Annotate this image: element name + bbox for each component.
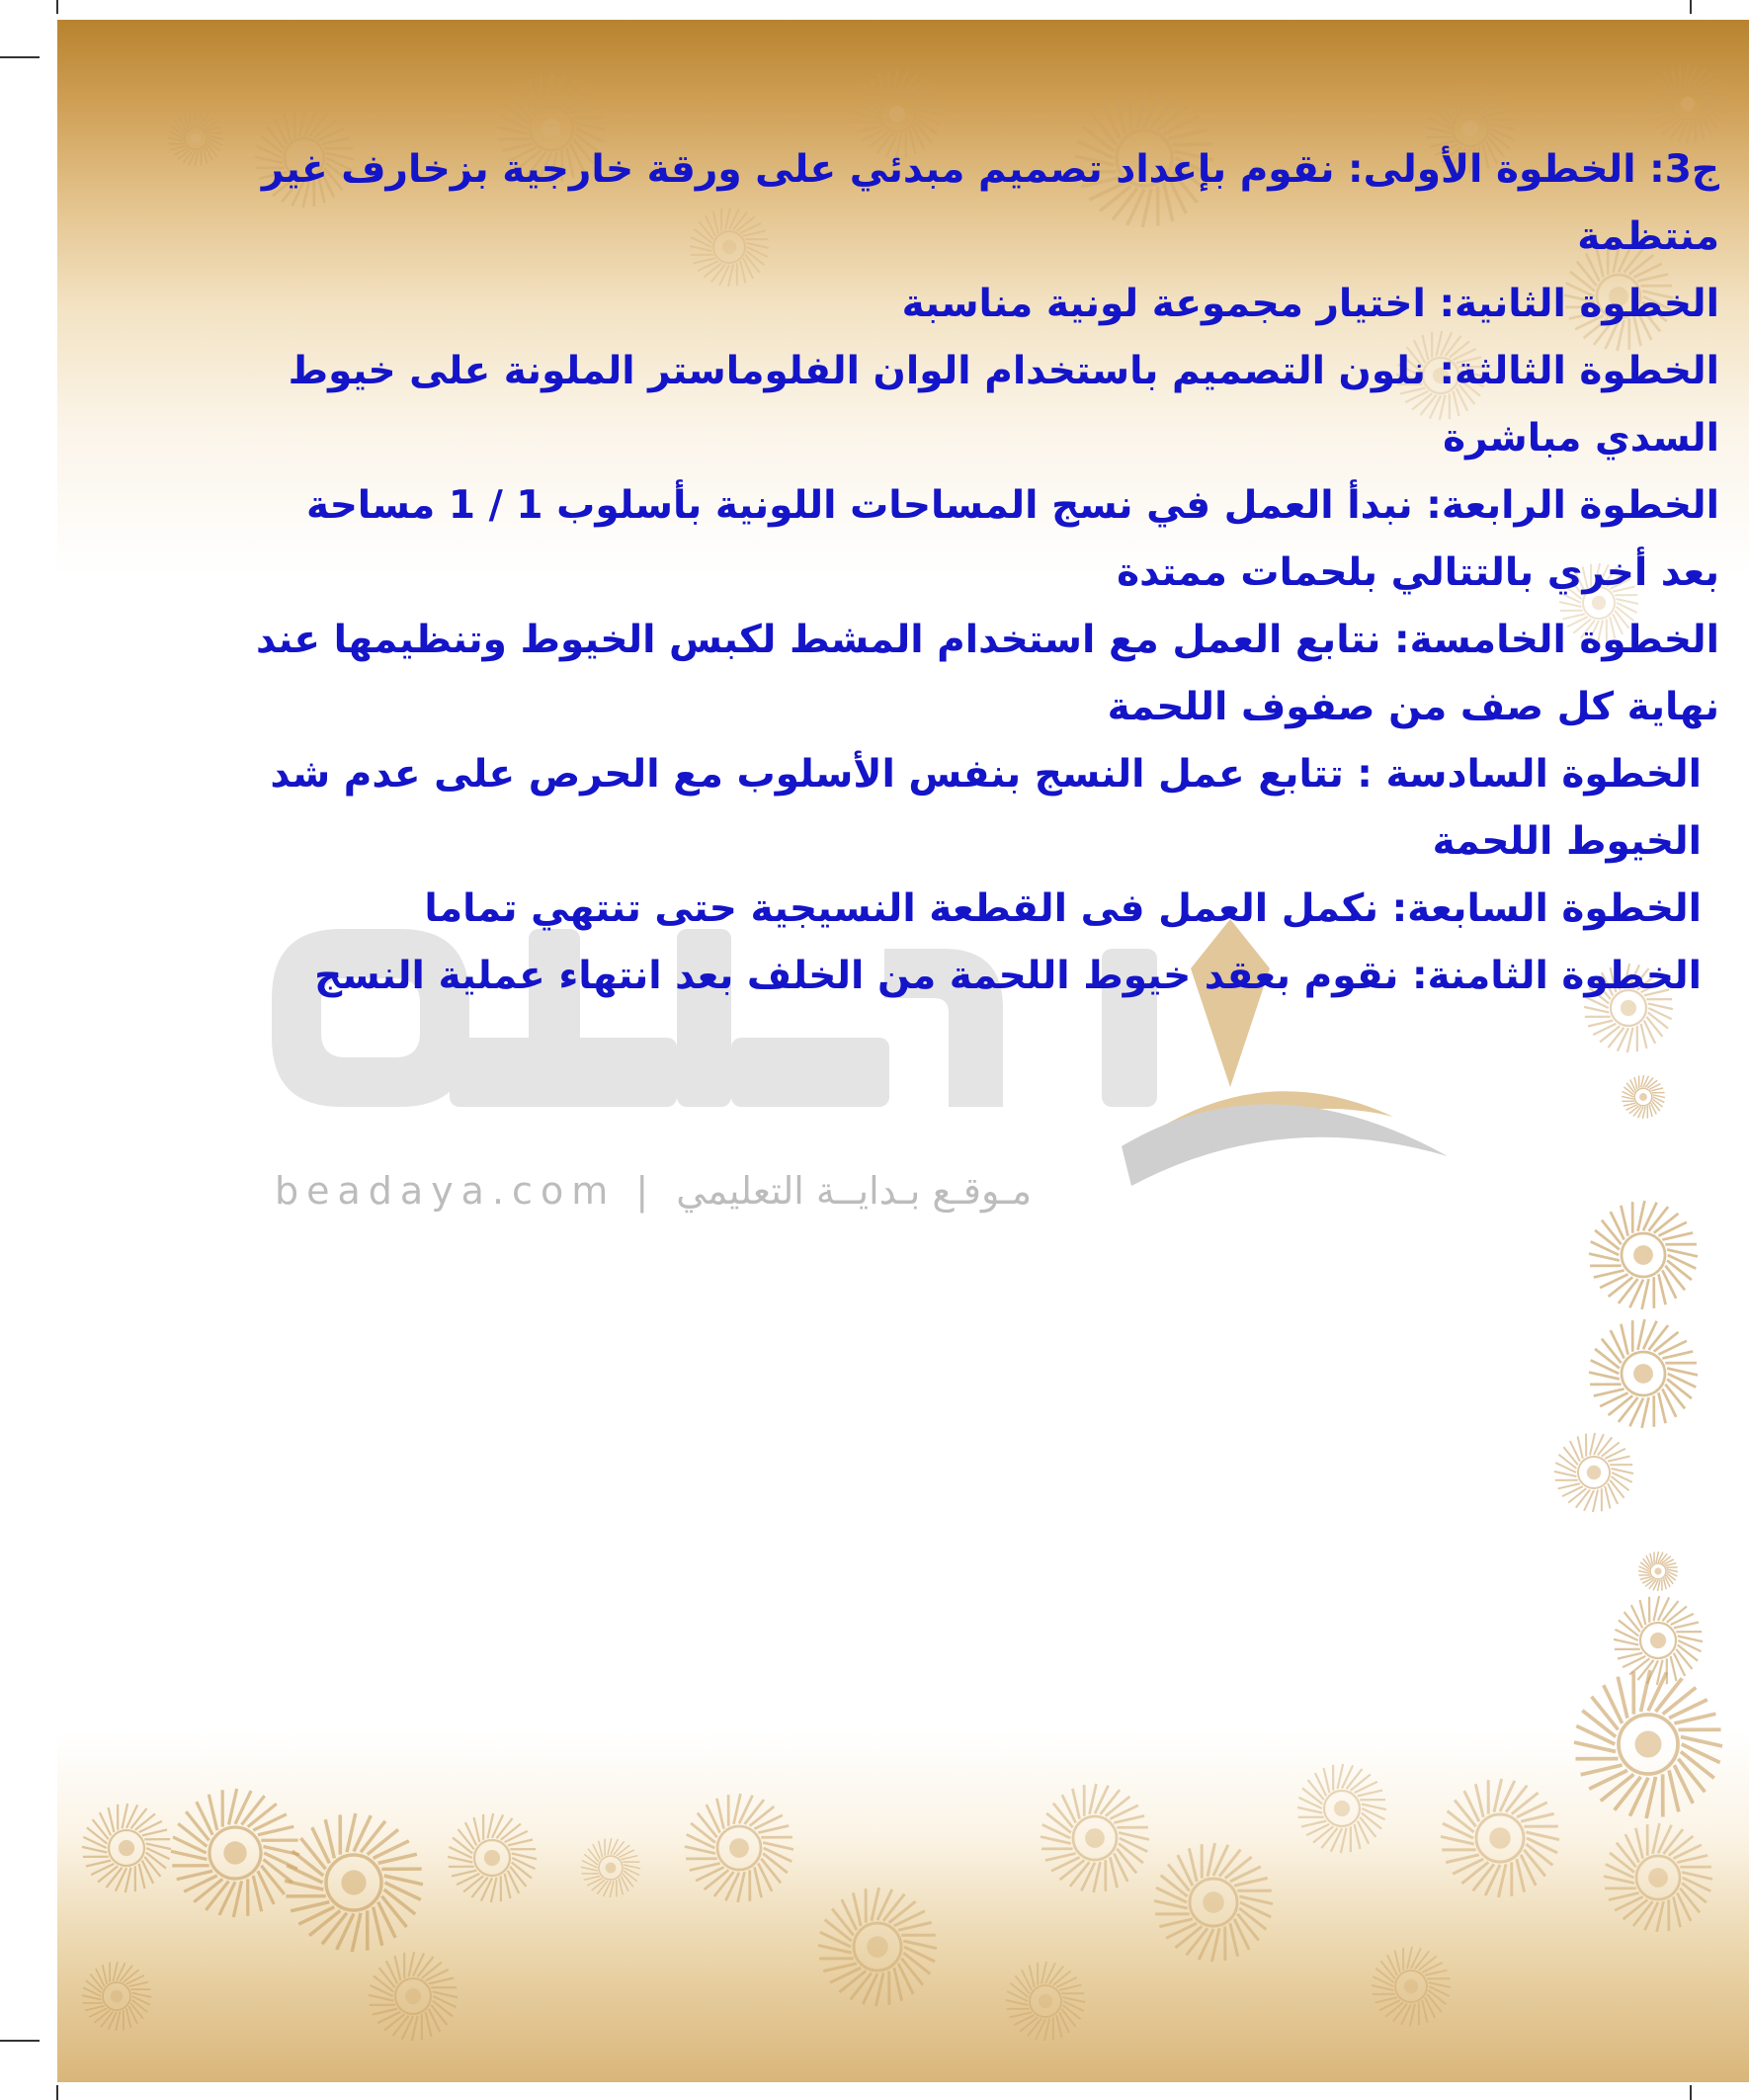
step-7 xyxy=(247,876,1702,943)
step-text: نكمل العمل فى القطعة النسيجية حتى تنتهي تماما xyxy=(424,886,1378,931)
step-5 xyxy=(247,607,1719,741)
step-6 xyxy=(247,741,1702,876)
step-label: الخطوة الأولى: xyxy=(1348,147,1636,192)
ornament-icon xyxy=(1006,1962,1085,2041)
step-text: تتابع عمل النسج بنفس الأسلوب مع الحرص على عدم شد الخيوط اللحمة xyxy=(270,752,1702,864)
ornament-icon xyxy=(1648,64,1727,143)
watermark-caption xyxy=(275,1169,1032,1224)
watermark-tagline: مـوقـع بـدايــة التعليمي xyxy=(676,1169,1033,1213)
step-label: الخطوة الثالثة: xyxy=(1439,349,1719,393)
ornament-icon xyxy=(1041,1784,1149,1892)
ornament-icon xyxy=(1589,1319,1698,1428)
crop-mark xyxy=(56,2085,58,2100)
ornament-icon xyxy=(1554,1433,1633,1512)
ornament-icon xyxy=(1154,1843,1273,1962)
step-label: الخطوة الرابعة: xyxy=(1426,483,1719,528)
step-8 xyxy=(247,943,1702,1010)
crop-mark xyxy=(56,0,58,14)
ornament-icon xyxy=(1441,1779,1559,1897)
ornament-icon xyxy=(1614,1596,1703,1685)
ornament-icon xyxy=(581,1838,640,1897)
crop-mark xyxy=(0,56,40,58)
step-label: الخطوة الثامنة: xyxy=(1411,954,1702,998)
ornament-icon xyxy=(1574,1670,1722,1818)
step-label: الخطوة الثانية: xyxy=(1439,282,1719,326)
ornament-icon xyxy=(685,1794,793,1902)
ornament-icon xyxy=(818,1888,937,2006)
step-text: نقوم بإعداد تصميم مبدئي على ورقة خارجية بزخارف غير منتظمة xyxy=(261,147,1719,259)
ornament-icon xyxy=(171,1789,299,1917)
ornament-icon xyxy=(82,1962,151,2031)
ornament-icon xyxy=(285,1813,423,1952)
step-text: اختيار مجموعة لونية مناسبة xyxy=(901,282,1426,326)
crop-mark xyxy=(0,2040,40,2042)
step-4 xyxy=(247,472,1719,607)
ornament-icon xyxy=(448,1813,537,1902)
step-2 xyxy=(247,271,1719,338)
ornament-icon xyxy=(1638,1552,1678,1591)
step-3 xyxy=(247,338,1719,472)
ornament-icon xyxy=(168,111,223,166)
crop-mark xyxy=(1690,0,1692,14)
crop-mark xyxy=(1690,2085,1692,2100)
ornament-icon xyxy=(82,1804,171,1892)
ornament-icon xyxy=(1589,1201,1698,1309)
ornament-icon xyxy=(1297,1764,1386,1853)
step-text: نقوم بعقد خيوط اللحمة من الخلف بعد انتهاء عملية النسج xyxy=(314,954,1399,998)
step-text: نلون التصميم باستخدام الوان الفلوماستر الملونة على خيوط السدي مباشرة xyxy=(288,349,1719,461)
step-text: نتابع العمل مع استخدام المشط لكبس الخيوط وتنظيمها عند نهاية كل صف من صفوف اللحمة xyxy=(255,618,1719,729)
step-1 xyxy=(247,136,1719,271)
ornament-icon xyxy=(1604,1823,1712,1932)
answer-text xyxy=(247,136,1719,1010)
step-text: نبدأ العمل في نسج المساحات اللونية بأسلوب 1 / 1 مساحة بعد أخري بالتتالي بلحمات ممتدة xyxy=(306,483,1719,595)
watermark-site: beadaya.com xyxy=(275,1169,617,1213)
watermark-separator: | xyxy=(635,1169,657,1213)
ornament-icon xyxy=(369,1952,458,2041)
answer-prefix: ج3: xyxy=(1649,147,1719,192)
ornament-icon xyxy=(1622,1075,1665,1119)
step-label: الخطوة الخامسة: xyxy=(1393,618,1719,662)
step-label: الخطوة السادسة : xyxy=(1357,752,1702,797)
step-label: الخطوة السابعة: xyxy=(1391,886,1702,931)
ornament-icon xyxy=(1372,1947,1451,2026)
